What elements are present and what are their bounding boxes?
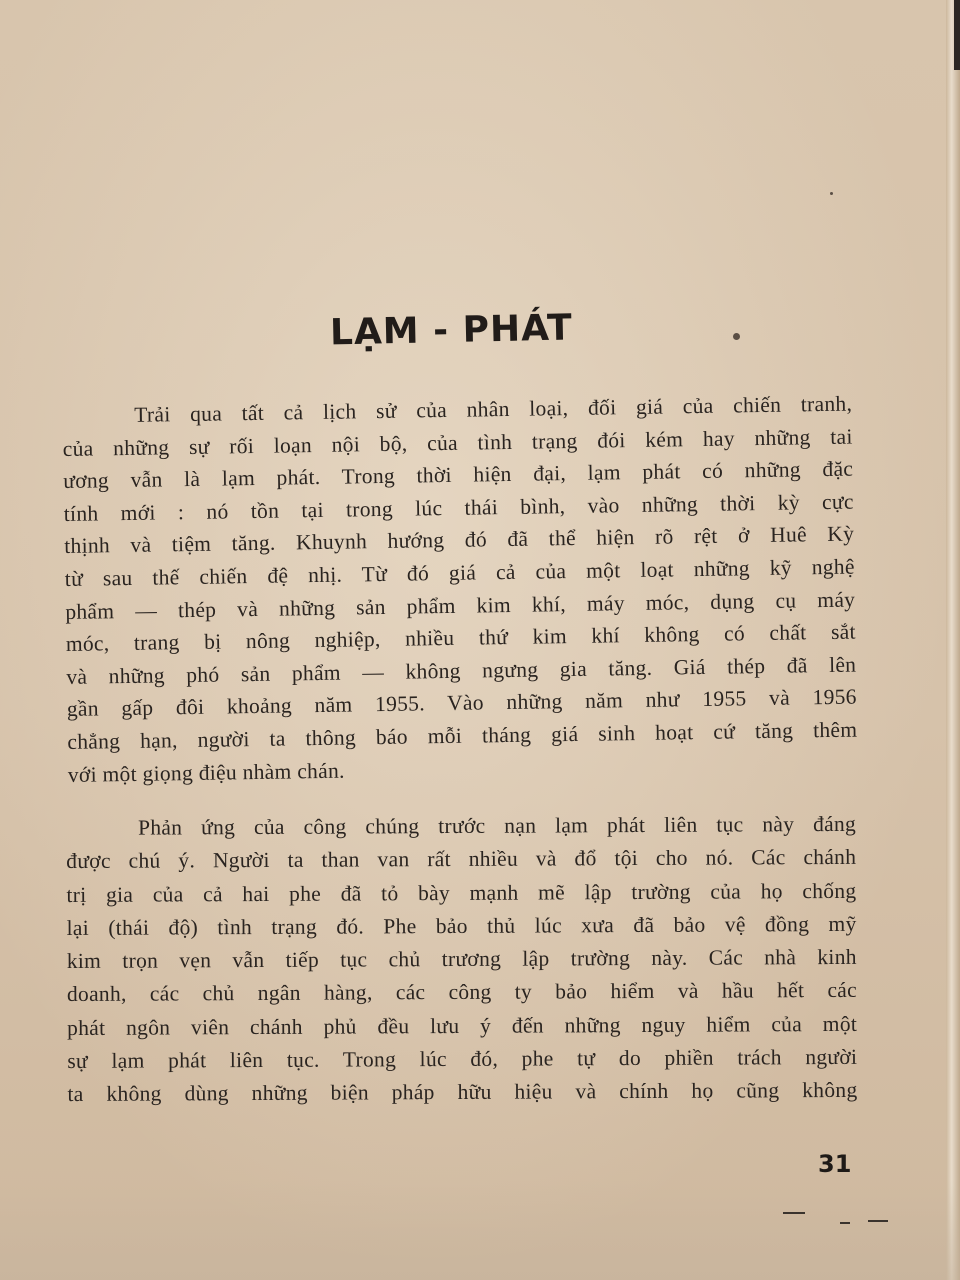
text-line: ương vẫn là lạm phát. Trong thời hiện đại, lạm phát có những đặc bbox=[63, 456, 854, 494]
page-edge bbox=[946, 0, 960, 1280]
page-number: 31 bbox=[818, 1150, 852, 1178]
text-line: trị gia của cả hai phe đã tỏ bày mạnh mẽ lập trường của họ chống bbox=[66, 878, 857, 907]
print-mark bbox=[868, 1220, 888, 1222]
print-mark bbox=[783, 1212, 805, 1214]
text-line: gần gấp đôi khoảng năm 1955. Vào những năm như 1955 và 1956 bbox=[66, 684, 857, 722]
ink-speck bbox=[733, 333, 740, 340]
text-line: chẳng hạn, người ta thông báo mỗi tháng giá sinh hoạt cứ tăng thêm bbox=[67, 717, 858, 754]
page-curl-shadow bbox=[0, 1180, 960, 1280]
text-line: phẩm — thép và những sản phẩm kim khí, máy móc, dụng cụ máy bbox=[65, 587, 856, 624]
text-line: thịnh và tiệm tăng. Khuynh hướng đó đã thể hiện rõ rệt ở Huê Kỳ bbox=[64, 521, 855, 559]
text-line: từ sau thế chiến đệ nhị. Từ đó giá cả của một loạt những kỹ nghệ bbox=[64, 554, 855, 591]
text-line: ta không dùng những biện pháp hữu hiệu và chính họ cũng không bbox=[67, 1078, 858, 1107]
text-line: được chú ý. Người ta than van rất nhiều và đổ tội cho nó. Các chánh bbox=[66, 845, 857, 874]
print-mark bbox=[840, 1222, 850, 1224]
paragraph-1 bbox=[62, 388, 858, 791]
text-line: sự lạm phát liên tục. Trong lúc đó, phe tự do phiền trách người bbox=[67, 1044, 858, 1074]
paragraph-2 bbox=[66, 808, 858, 1112]
text-line: và những phó sản phẩm — không ngưng gia tăng. Giá thép đã lên bbox=[66, 652, 857, 689]
chapter-title: LẠM - PHÁT bbox=[329, 307, 574, 354]
ink-speck bbox=[830, 192, 833, 195]
text-line: móc, trang bị nông nghiệp, nhiều thứ kim khí không có chất sắt bbox=[65, 619, 856, 657]
text-line: doanh, các chủ ngân hàng, các công ty bảo hiểm và hầu hết các bbox=[66, 978, 858, 1007]
text-line: lại (thái độ) tình trạng đó. Phe bảo thủ lúc xưa đã bảo vệ đồng mỹ bbox=[66, 911, 857, 940]
text-line: kim trọn vẹn vẫn tiếp tục chủ trương lập trường này. Các nhà kinh bbox=[66, 945, 857, 974]
text-line: phát ngôn viên chánh phủ đều lưu ý đến những nguy hiểm của một bbox=[67, 1011, 858, 1040]
text-line: Phản ứng của công chúng trước nạn lạm phát liên tục này đáng bbox=[138, 811, 857, 840]
text-line: của những sự rối loạn nội bộ, của tình trạng đói kém hay những tai bbox=[62, 424, 853, 461]
text-line: với một giọng điệu nhàm chán. bbox=[67, 758, 345, 787]
page-edge-shadow bbox=[954, 0, 960, 70]
text-line: Trải qua tất cả lịch sử của nhân loại, đối giá của chiến tranh, bbox=[134, 391, 853, 427]
text-line: tính mới : nó tồn tại trong lúc thái bình, vào những thời kỳ cực bbox=[63, 489, 854, 526]
